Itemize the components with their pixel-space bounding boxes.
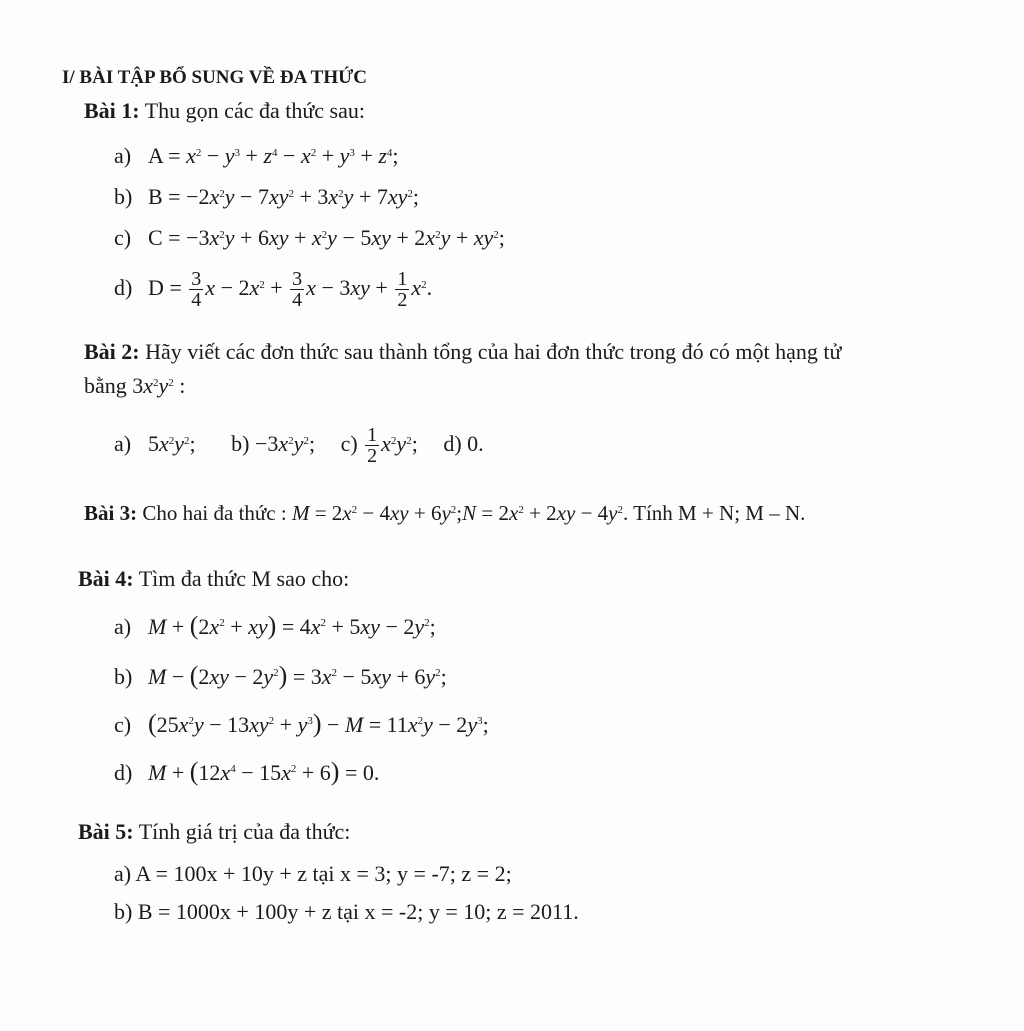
exercise-5-heading: Bài 5: Tính giá trị của đa thức:: [78, 819, 351, 844]
exercise-1-heading: Bài 1: Thu gọn các đa thức sau:: [84, 98, 365, 123]
exercise-3: Bài 3: Cho hai đa thức : $M = 2x^2 - 4xy$ + $6y^2;N = 2x^2 + 2xy - 4y^2$. Tính M + N; M – N.: [84, 501, 806, 525]
exercise-4d: d) $M + (12x^4 - 15x^2 + 6) = 0$.: [114, 757, 380, 786]
exercise-4a: a) $M + (2x^2 + xy) = 4x^2 + 5xy - 2y^2$;: [114, 611, 436, 640]
exercise-5b: b) B = 1000x + 100y + z tại x = -2; y = 10; z = 2011.: [114, 899, 579, 924]
exercise-4b: b) $M - (2xy - 2y^2) = 3x^2 - 5xy + 6y^2$;: [114, 661, 447, 690]
exercise-4-heading: Bài 4: Tìm đa thức M sao cho:: [78, 566, 350, 591]
exercise-1a: a) $A = x^2 - y^3 + z^4 - x^2 + y^3 + z^4$;: [114, 143, 399, 168]
exercise-1c: c) $C = -3x^2y + 6xy + x^2y - 5xy + 2x^2y + xy^2$;: [114, 225, 505, 250]
exercise-2-heading-cont: bằng $3x^2y^2$ :: [84, 373, 186, 398]
exercise-2-heading: Bài 2: Hãy viết các đơn thức sau thành tổng của hai đơn thức trong đó có một hạng tử: [84, 339, 842, 364]
exercise-5a: a) A = 100x + 10y + z tại x = 3; y = -7; z = 2;: [114, 861, 512, 886]
exercise-1b: b) $B = -2x^2y - 7xy^2 + 3x^2y + 7xy^2$;: [114, 184, 420, 209]
section-title: I/ BÀI TẬP BỔ SUNG VỀ ĐA THỨC: [62, 67, 367, 88]
exercise-4c: c) $(25x^2y - 13xy^2 + y^3) - M = 11x^2y - 2y^3$;: [114, 709, 489, 738]
exercise-1d: d) D = $\frac{3}{4}$ $x - 2x^2$ + $\frac{3}{4}$ x − 3xy + $\frac{1}{2}$ $x^2$.: [114, 268, 433, 312]
exercise-2-items: a) $5x^2y^2$; $b) -3x^2y^2$; c) $\frac{1}{2}$ $x^2y^2$; d) 0.: [114, 424, 484, 468]
